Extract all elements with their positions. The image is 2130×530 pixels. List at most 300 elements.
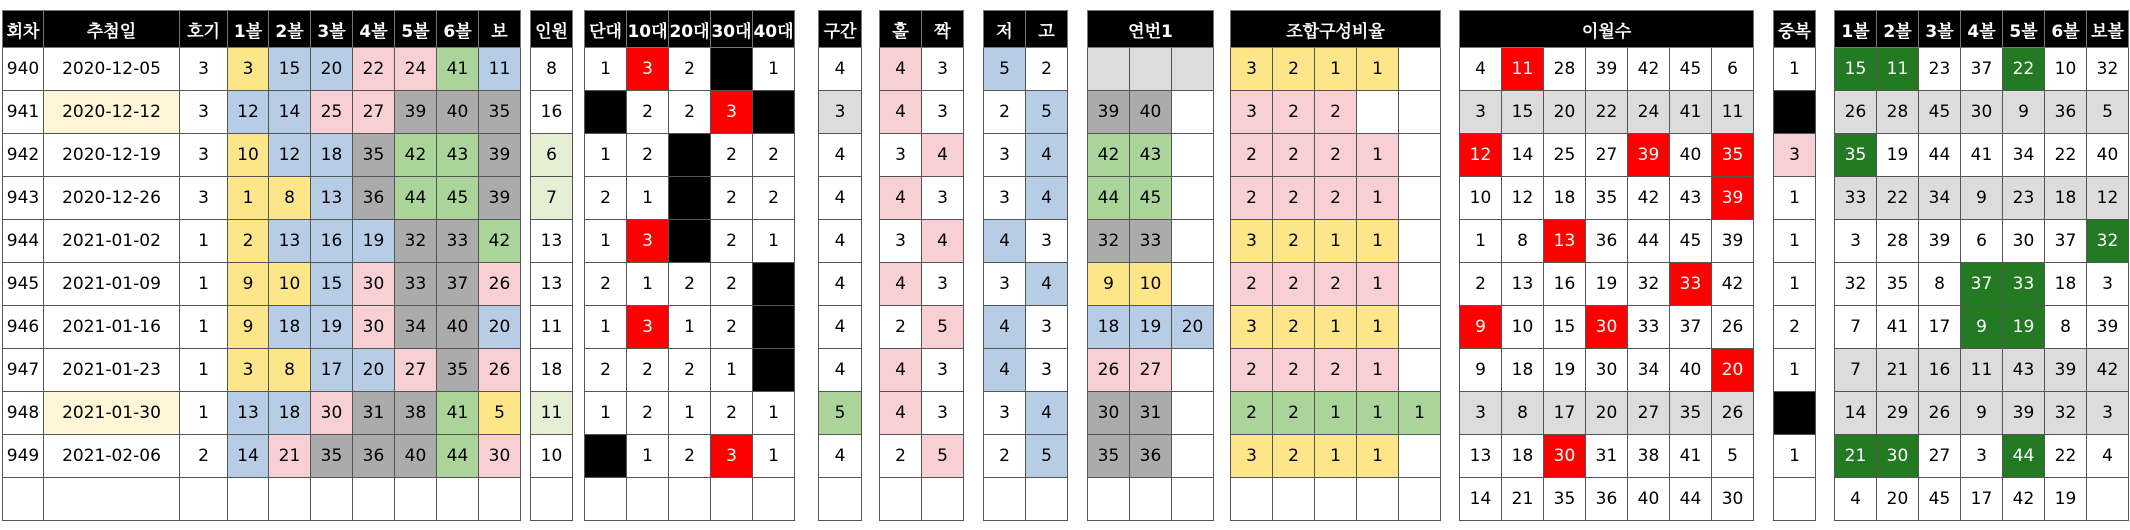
table-cell[interactable]: 13: [531, 263, 573, 306]
table-cell[interactable]: 946: [3, 306, 44, 349]
table-cell[interactable]: 2: [669, 263, 711, 306]
table-cell[interactable]: [1231, 478, 1273, 521]
table-cell[interactable]: 12: [1502, 177, 1544, 220]
table-cell[interactable]: 1: [1357, 349, 1399, 392]
table-cell[interactable]: 2: [1273, 306, 1315, 349]
table-cell[interactable]: 14: [1835, 392, 1877, 435]
table-cell[interactable]: 26: [1919, 392, 1961, 435]
table-cell[interactable]: 39: [1919, 220, 1961, 263]
table-cell[interactable]: 45: [1919, 91, 1961, 134]
table-cell[interactable]: 2: [1273, 177, 1315, 220]
table-cell[interactable]: 4: [1026, 177, 1068, 220]
table-cell[interactable]: 21: [1502, 478, 1544, 521]
table-cell[interactable]: [669, 478, 711, 521]
table-cell[interactable]: 31: [353, 392, 395, 435]
table-cell[interactable]: 40: [437, 306, 479, 349]
table-cell[interactable]: 16: [1544, 263, 1586, 306]
table-cell[interactable]: 26: [1088, 349, 1130, 392]
table-cell[interactable]: 10: [2045, 48, 2087, 91]
table-cell[interactable]: 2021-01-30: [44, 392, 180, 435]
table-cell[interactable]: 32: [2045, 392, 2087, 435]
table-cell[interactable]: 4: [819, 220, 862, 263]
table-cell[interactable]: 1: [753, 435, 795, 478]
table-cell[interactable]: 1: [180, 263, 228, 306]
table-cell[interactable]: 9: [1961, 306, 2003, 349]
table-cell[interactable]: 41: [1877, 306, 1919, 349]
table-cell[interactable]: 20: [311, 48, 353, 91]
table-cell[interactable]: [1172, 91, 1214, 134]
table-cell[interactable]: 1: [585, 220, 627, 263]
table-cell[interactable]: 2021-01-16: [44, 306, 180, 349]
table-cell[interactable]: 2: [711, 392, 753, 435]
table-cell[interactable]: 4: [819, 435, 862, 478]
table-cell[interactable]: 10: [1130, 263, 1172, 306]
table-cell[interactable]: 1: [1774, 349, 1816, 392]
table-cell[interactable]: 1: [1357, 48, 1399, 91]
table-cell[interactable]: 2: [1273, 349, 1315, 392]
table-cell[interactable]: 1: [1357, 435, 1399, 478]
table-cell[interactable]: [437, 478, 479, 521]
table-cell[interactable]: 13: [531, 220, 573, 263]
table-cell[interactable]: 9: [1088, 263, 1130, 306]
table-cell[interactable]: 13: [1460, 435, 1502, 478]
table-cell[interactable]: 2020-12-19: [44, 134, 180, 177]
table-cell[interactable]: 1: [1357, 392, 1399, 435]
table-cell[interactable]: 32: [1628, 263, 1670, 306]
table-cell[interactable]: 30: [1961, 91, 2003, 134]
table-cell[interactable]: 32: [2087, 48, 2129, 91]
table-cell[interactable]: 1: [669, 306, 711, 349]
table-cell[interactable]: 45: [1130, 177, 1172, 220]
table-cell[interactable]: 3: [627, 306, 669, 349]
table-cell[interactable]: 11: [1961, 349, 2003, 392]
table-cell[interactable]: 36: [1586, 478, 1628, 521]
table-cell[interactable]: 28: [1877, 91, 1919, 134]
table-cell[interactable]: 4: [819, 134, 862, 177]
table-cell[interactable]: 44: [1670, 478, 1712, 521]
table-cell[interactable]: 3: [2087, 263, 2129, 306]
table-cell[interactable]: 2: [880, 306, 922, 349]
table-cell[interactable]: 45: [437, 177, 479, 220]
table-cell[interactable]: 3: [1774, 134, 1816, 177]
table-cell[interactable]: 4: [880, 48, 922, 91]
table-cell[interactable]: 7: [531, 177, 573, 220]
table-cell[interactable]: 3: [1231, 91, 1273, 134]
table-cell[interactable]: 1: [1315, 48, 1357, 91]
table-cell[interactable]: 19: [1130, 306, 1172, 349]
table-cell[interactable]: [269, 478, 311, 521]
table-cell[interactable]: 8: [2045, 306, 2087, 349]
table-cell[interactable]: 16: [1919, 349, 1961, 392]
table-cell[interactable]: 3: [627, 48, 669, 91]
table-cell[interactable]: 20: [1544, 91, 1586, 134]
table-cell[interactable]: 23: [1919, 48, 1961, 91]
table-cell[interactable]: 40: [395, 435, 437, 478]
table-cell[interactable]: [1172, 177, 1214, 220]
table-cell[interactable]: [531, 478, 573, 521]
table-cell[interactable]: 3: [922, 48, 964, 91]
table-cell[interactable]: 39: [1586, 48, 1628, 91]
table-cell[interactable]: 3: [1026, 349, 1068, 392]
table-cell[interactable]: [1399, 177, 1441, 220]
table-cell[interactable]: 35: [1586, 177, 1628, 220]
table-cell[interactable]: 30: [1877, 435, 1919, 478]
table-cell[interactable]: [1172, 349, 1214, 392]
table-cell[interactable]: 43: [1670, 177, 1712, 220]
table-cell[interactable]: 2: [1273, 220, 1315, 263]
table-cell[interactable]: 33: [437, 220, 479, 263]
table-cell[interactable]: 3: [1835, 220, 1877, 263]
table-cell[interactable]: [1399, 435, 1441, 478]
table-cell[interactable]: 33: [1130, 220, 1172, 263]
table-cell[interactable]: 3: [627, 220, 669, 263]
table-cell[interactable]: 3: [984, 134, 1026, 177]
table-cell[interactable]: [753, 349, 795, 392]
table-cell[interactable]: 4: [1026, 134, 1068, 177]
table-cell[interactable]: 941: [3, 91, 44, 134]
table-cell[interactable]: 10: [269, 263, 311, 306]
table-cell[interactable]: [180, 478, 228, 521]
table-cell[interactable]: 35: [479, 91, 521, 134]
table-cell[interactable]: 3: [180, 134, 228, 177]
table-cell[interactable]: 1: [1315, 435, 1357, 478]
table-cell[interactable]: 2020-12-12: [44, 91, 180, 134]
table-cell[interactable]: [1172, 435, 1214, 478]
table-cell[interactable]: 11: [1502, 48, 1544, 91]
table-cell[interactable]: 40: [1130, 91, 1172, 134]
table-cell[interactable]: 27: [1919, 435, 1961, 478]
table-cell[interactable]: 20: [353, 349, 395, 392]
table-cell[interactable]: 30: [479, 435, 521, 478]
table-cell[interactable]: 5: [922, 306, 964, 349]
table-cell[interactable]: 40: [437, 91, 479, 134]
table-cell[interactable]: 3: [1231, 220, 1273, 263]
table-cell[interactable]: 18: [269, 306, 311, 349]
table-cell[interactable]: [1399, 48, 1441, 91]
table-cell[interactable]: 3: [1231, 435, 1273, 478]
table-cell[interactable]: 13: [228, 392, 269, 435]
table-cell[interactable]: 2: [1231, 392, 1273, 435]
table-cell[interactable]: 19: [2003, 306, 2045, 349]
table-cell[interactable]: 6: [531, 134, 573, 177]
table-cell[interactable]: 12: [2087, 177, 2129, 220]
table-cell[interactable]: 37: [1961, 48, 2003, 91]
table-cell[interactable]: 2: [669, 48, 711, 91]
table-cell[interactable]: 4: [1026, 263, 1068, 306]
table-cell[interactable]: 7: [1835, 306, 1877, 349]
table-cell[interactable]: 2: [711, 177, 753, 220]
table-cell[interactable]: 8: [1502, 392, 1544, 435]
table-cell[interactable]: 23: [2003, 177, 2045, 220]
table-cell[interactable]: 2: [627, 392, 669, 435]
table-cell[interactable]: 44: [1628, 220, 1670, 263]
table-cell[interactable]: 2: [1026, 48, 1068, 91]
table-cell[interactable]: 8: [269, 349, 311, 392]
table-cell[interactable]: 3: [984, 177, 1026, 220]
table-cell[interactable]: 11: [531, 306, 573, 349]
table-cell[interactable]: [669, 134, 711, 177]
table-cell[interactable]: 1: [753, 392, 795, 435]
table-cell[interactable]: [1774, 478, 1816, 521]
table-cell[interactable]: [1315, 478, 1357, 521]
table-cell[interactable]: [1399, 134, 1441, 177]
table-cell[interactable]: 21: [269, 435, 311, 478]
table-cell[interactable]: 36: [353, 435, 395, 478]
table-cell[interactable]: [1088, 478, 1130, 521]
table-cell[interactable]: [1088, 48, 1130, 91]
table-cell[interactable]: [711, 478, 753, 521]
table-cell[interactable]: 43: [1130, 134, 1172, 177]
table-cell[interactable]: 6: [1961, 220, 2003, 263]
table-cell[interactable]: 22: [2045, 435, 2087, 478]
table-cell[interactable]: [1172, 220, 1214, 263]
table-cell[interactable]: 31: [1130, 392, 1172, 435]
table-cell[interactable]: 1: [180, 349, 228, 392]
table-cell[interactable]: 44: [437, 435, 479, 478]
table-cell[interactable]: 2: [1273, 435, 1315, 478]
table-cell[interactable]: 2: [669, 435, 711, 478]
table-cell[interactable]: 25: [1544, 134, 1586, 177]
table-cell[interactable]: 1: [1357, 306, 1399, 349]
table-cell[interactable]: 17: [1919, 306, 1961, 349]
table-cell[interactable]: 3: [922, 349, 964, 392]
table-cell[interactable]: 943: [3, 177, 44, 220]
table-cell[interactable]: 4: [1460, 48, 1502, 91]
table-cell[interactable]: 1: [180, 392, 228, 435]
table-cell[interactable]: 33: [1670, 263, 1712, 306]
table-cell[interactable]: 2: [711, 306, 753, 349]
table-cell[interactable]: 4: [984, 220, 1026, 263]
table-cell[interactable]: 4: [880, 263, 922, 306]
table-cell[interactable]: 945: [3, 263, 44, 306]
table-cell[interactable]: 41: [437, 392, 479, 435]
table-cell[interactable]: 2: [1273, 392, 1315, 435]
table-cell[interactable]: 44: [395, 177, 437, 220]
table-cell[interactable]: 3: [228, 349, 269, 392]
table-cell[interactable]: 2021-02-06: [44, 435, 180, 478]
table-cell[interactable]: 27: [1586, 134, 1628, 177]
table-cell[interactable]: 2: [1315, 134, 1357, 177]
table-cell[interactable]: 28: [1544, 48, 1586, 91]
table-cell[interactable]: 3: [922, 392, 964, 435]
table-cell[interactable]: 18: [1502, 349, 1544, 392]
table-cell[interactable]: 3: [1961, 435, 2003, 478]
table-cell[interactable]: 15: [1502, 91, 1544, 134]
table-cell[interactable]: 1: [1357, 134, 1399, 177]
table-cell[interactable]: [479, 478, 521, 521]
table-cell[interactable]: 37: [1670, 306, 1712, 349]
table-cell[interactable]: 40: [1670, 134, 1712, 177]
table-cell[interactable]: 3: [922, 91, 964, 134]
table-cell[interactable]: 22: [353, 48, 395, 91]
table-cell[interactable]: 38: [1628, 435, 1670, 478]
table-cell[interactable]: 2: [669, 349, 711, 392]
table-cell[interactable]: 2: [585, 349, 627, 392]
table-cell[interactable]: 10: [531, 435, 573, 478]
table-cell[interactable]: 940: [3, 48, 44, 91]
table-cell[interactable]: 30: [353, 306, 395, 349]
table-cell[interactable]: 26: [479, 263, 521, 306]
table-cell[interactable]: 2: [711, 220, 753, 263]
table-cell[interactable]: 6: [1712, 48, 1754, 91]
table-cell[interactable]: 13: [1544, 220, 1586, 263]
table-cell[interactable]: 20: [479, 306, 521, 349]
table-cell[interactable]: [1357, 478, 1399, 521]
table-cell[interactable]: 2: [1231, 177, 1273, 220]
table-cell[interactable]: 36: [2045, 91, 2087, 134]
table-cell[interactable]: 1: [1774, 177, 1816, 220]
table-cell[interactable]: 5: [1026, 91, 1068, 134]
table-cell[interactable]: [1130, 478, 1172, 521]
table-cell[interactable]: 27: [1628, 392, 1670, 435]
table-cell[interactable]: 8: [1502, 220, 1544, 263]
table-cell[interactable]: 4: [1026, 392, 1068, 435]
table-cell[interactable]: 3: [984, 392, 1026, 435]
table-cell[interactable]: [627, 478, 669, 521]
table-cell[interactable]: [1273, 478, 1315, 521]
table-cell[interactable]: 30: [1712, 478, 1754, 521]
table-cell[interactable]: [311, 478, 353, 521]
table-cell[interactable]: 29: [1877, 392, 1919, 435]
table-cell[interactable]: 18: [1502, 435, 1544, 478]
table-cell[interactable]: 19: [353, 220, 395, 263]
table-cell[interactable]: 2: [711, 263, 753, 306]
table-cell[interactable]: 32: [1088, 220, 1130, 263]
table-cell[interactable]: 27: [395, 349, 437, 392]
table-cell[interactable]: 30: [1544, 435, 1586, 478]
table-cell[interactable]: 13: [311, 177, 353, 220]
table-cell[interactable]: 40: [1628, 478, 1670, 521]
table-cell[interactable]: 1: [1774, 48, 1816, 91]
table-cell[interactable]: 9: [1460, 349, 1502, 392]
table-cell[interactable]: 1: [627, 435, 669, 478]
table-cell[interactable]: 1: [753, 220, 795, 263]
table-cell[interactable]: 1: [1399, 392, 1441, 435]
table-cell[interactable]: 1: [1357, 263, 1399, 306]
table-cell[interactable]: 24: [395, 48, 437, 91]
table-cell[interactable]: [1172, 134, 1214, 177]
table-cell[interactable]: 18: [531, 349, 573, 392]
table-cell[interactable]: 30: [1088, 392, 1130, 435]
table-cell[interactable]: [1399, 220, 1441, 263]
table-cell[interactable]: 34: [1919, 177, 1961, 220]
table-cell[interactable]: 14: [1502, 134, 1544, 177]
table-cell[interactable]: 26: [479, 349, 521, 392]
table-cell[interactable]: 17: [311, 349, 353, 392]
table-cell[interactable]: 19: [311, 306, 353, 349]
table-cell[interactable]: 1: [627, 177, 669, 220]
table-cell[interactable]: 2: [585, 263, 627, 306]
table-cell[interactable]: 18: [311, 134, 353, 177]
table-cell[interactable]: 22: [1586, 91, 1628, 134]
table-cell[interactable]: 35: [311, 435, 353, 478]
table-cell[interactable]: 2: [1231, 349, 1273, 392]
table-cell[interactable]: 3: [1231, 48, 1273, 91]
table-cell[interactable]: 5: [984, 48, 1026, 91]
table-cell[interactable]: 2: [1231, 263, 1273, 306]
table-cell[interactable]: 13: [1502, 263, 1544, 306]
table-cell[interactable]: 1: [1315, 306, 1357, 349]
table-cell[interactable]: [44, 478, 180, 521]
table-cell[interactable]: 5: [1712, 435, 1754, 478]
table-cell[interactable]: 9: [2003, 91, 2045, 134]
table-cell[interactable]: 9: [1961, 177, 2003, 220]
table-cell[interactable]: 8: [269, 177, 311, 220]
table-cell[interactable]: 35: [353, 134, 395, 177]
table-cell[interactable]: 35: [1088, 435, 1130, 478]
table-cell[interactable]: 2: [880, 435, 922, 478]
table-cell[interactable]: 1: [1315, 392, 1357, 435]
table-cell[interactable]: 1: [585, 306, 627, 349]
table-cell[interactable]: 2: [1273, 263, 1315, 306]
table-cell[interactable]: 4: [1835, 478, 1877, 521]
table-cell[interactable]: 5: [819, 392, 862, 435]
table-cell[interactable]: 1: [180, 220, 228, 263]
table-cell[interactable]: 5: [922, 435, 964, 478]
table-cell[interactable]: 32: [2087, 220, 2129, 263]
table-cell[interactable]: 44: [1088, 177, 1130, 220]
table-cell[interactable]: 4: [819, 48, 862, 91]
table-cell[interactable]: 2: [228, 220, 269, 263]
table-cell[interactable]: 4: [819, 263, 862, 306]
table-cell[interactable]: 15: [311, 263, 353, 306]
table-cell[interactable]: 949: [3, 435, 44, 478]
table-cell[interactable]: 4: [819, 177, 862, 220]
table-cell[interactable]: 11: [1712, 91, 1754, 134]
table-cell[interactable]: 2: [627, 91, 669, 134]
table-cell[interactable]: 16: [531, 91, 573, 134]
table-cell[interactable]: 3: [2087, 392, 2129, 435]
table-cell[interactable]: 19: [1877, 134, 1919, 177]
table-cell[interactable]: 41: [1961, 134, 2003, 177]
table-cell[interactable]: 1: [1774, 263, 1816, 306]
table-cell[interactable]: 1: [585, 134, 627, 177]
table-cell[interactable]: [1172, 478, 1214, 521]
table-cell[interactable]: 39: [479, 134, 521, 177]
table-cell[interactable]: 20: [1586, 392, 1628, 435]
table-cell[interactable]: 1: [1357, 177, 1399, 220]
table-cell[interactable]: 39: [2003, 392, 2045, 435]
table-cell[interactable]: 38: [395, 392, 437, 435]
table-cell[interactable]: 948: [3, 392, 44, 435]
table-cell[interactable]: [1172, 392, 1214, 435]
table-cell[interactable]: 19: [1544, 349, 1586, 392]
table-cell[interactable]: 39: [479, 177, 521, 220]
table-cell[interactable]: 1: [1774, 435, 1816, 478]
table-cell[interactable]: 22: [2003, 48, 2045, 91]
table-cell[interactable]: 8: [531, 48, 573, 91]
table-cell[interactable]: 3: [984, 263, 1026, 306]
table-cell[interactable]: 944: [3, 220, 44, 263]
table-cell[interactable]: 3: [1026, 306, 1068, 349]
table-cell[interactable]: 14: [269, 91, 311, 134]
table-cell[interactable]: [1399, 306, 1441, 349]
table-cell[interactable]: 3: [180, 177, 228, 220]
table-cell[interactable]: 3: [880, 134, 922, 177]
table-cell[interactable]: 1: [1460, 220, 1502, 263]
table-cell[interactable]: 18: [1544, 177, 1586, 220]
table-cell[interactable]: 20: [1172, 306, 1214, 349]
table-cell[interactable]: 4: [922, 134, 964, 177]
table-cell[interactable]: 30: [1586, 349, 1628, 392]
table-cell[interactable]: [1026, 478, 1068, 521]
table-cell[interactable]: 2021-01-09: [44, 263, 180, 306]
table-cell[interactable]: [753, 91, 795, 134]
table-cell[interactable]: 34: [2003, 134, 2045, 177]
table-cell[interactable]: 2: [1774, 306, 1816, 349]
table-cell[interactable]: 17: [1961, 478, 2003, 521]
table-cell[interactable]: 36: [353, 177, 395, 220]
